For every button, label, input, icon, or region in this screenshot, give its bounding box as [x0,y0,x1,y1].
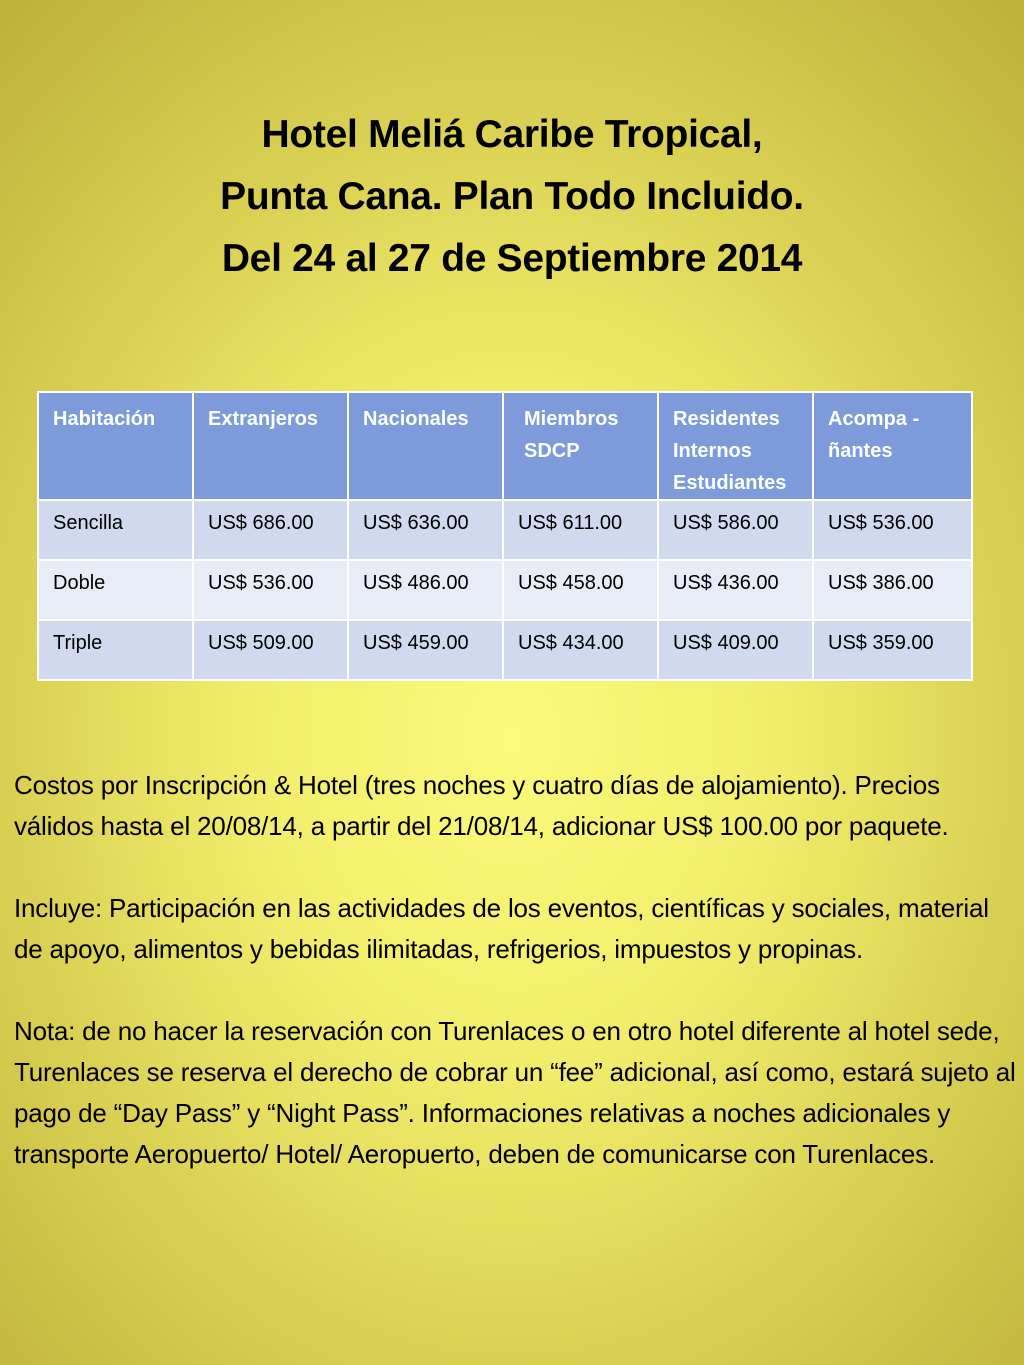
price-cell: US$ 436.00 [658,560,813,620]
price-cell: US$ 434.00 [503,620,658,680]
costs-paragraph: Costos por Inscripción & Hotel (tres noches y cuatro días de alojamiento). Precios válidos hasta el 20/08/14, a partir del 21/08/14, adicionar US$ 100.00 por paquete. [14,770,949,841]
price-cell: US$ 409.00 [658,620,813,680]
title-line-plan: Punta Cana. Plan Todo Incluido. [220,175,804,218]
description-text [14,765,1019,1216]
price-cell: US$ 611.00 [503,500,658,560]
table-row [38,620,972,680]
price-cell: US$ 509.00 [193,620,348,680]
rates-table [37,391,973,681]
title-line-dates: Del 24 al 27 de Septiembre 2014 [221,237,803,280]
price-cell: US$ 586.00 [658,500,813,560]
price-cell: US$ 536.00 [813,500,972,560]
table-row [38,560,972,620]
price-cell: US$ 359.00 [813,620,972,680]
page-title [0,104,1024,290]
price-cell: US$ 386.00 [813,560,972,620]
price-cell: US$ 486.00 [348,560,503,620]
column-header-extranjeros: Extranjeros [193,392,348,500]
room-type-cell: Sencilla [38,500,193,560]
title-line-hotel: Hotel Meliá Caribe Tropical, [261,113,763,156]
column-header-miembros: Miembros SDCP [503,392,658,500]
room-type-cell: Triple [38,620,193,680]
room-type-cell: Doble [38,560,193,620]
column-header-acompanantes: Acompa - ñantes [813,392,972,500]
column-header-nacionales: Nacionales [348,392,503,500]
table-row [38,500,972,560]
column-header-habitacion: Habitación [38,392,193,500]
note-paragraph: Nota: de no hacer la reservación con Turenlaces o en otro hotel diferente al hotel sede, Turenlaces se reserva el derecho de cobrar un “fee” adicional, así como, estará sujeto al pago de “Day Pass” y “Night Pass”. Informaciones relativas a noches adicionales y transporte Aeropuerto/ Hotel/ Aeropuerto, deben de comunicarse con Turenlaces. [14,1016,1016,1169]
price-cell: US$ 636.00 [348,500,503,560]
price-cell: US$ 458.00 [503,560,658,620]
column-header-residentes: Residentes Internos Estudiantes [658,392,813,500]
price-cell: US$ 459.00 [348,620,503,680]
table-header-row [38,392,972,500]
price-cell: US$ 536.00 [193,560,348,620]
includes-paragraph: Incluye: Participación en las actividades de los eventos, científicas y sociales, material de apoyo, alimentos y bebidas ilimitadas, refrigerios, impuestos y propinas. [14,893,989,964]
price-cell: US$ 686.00 [193,500,348,560]
